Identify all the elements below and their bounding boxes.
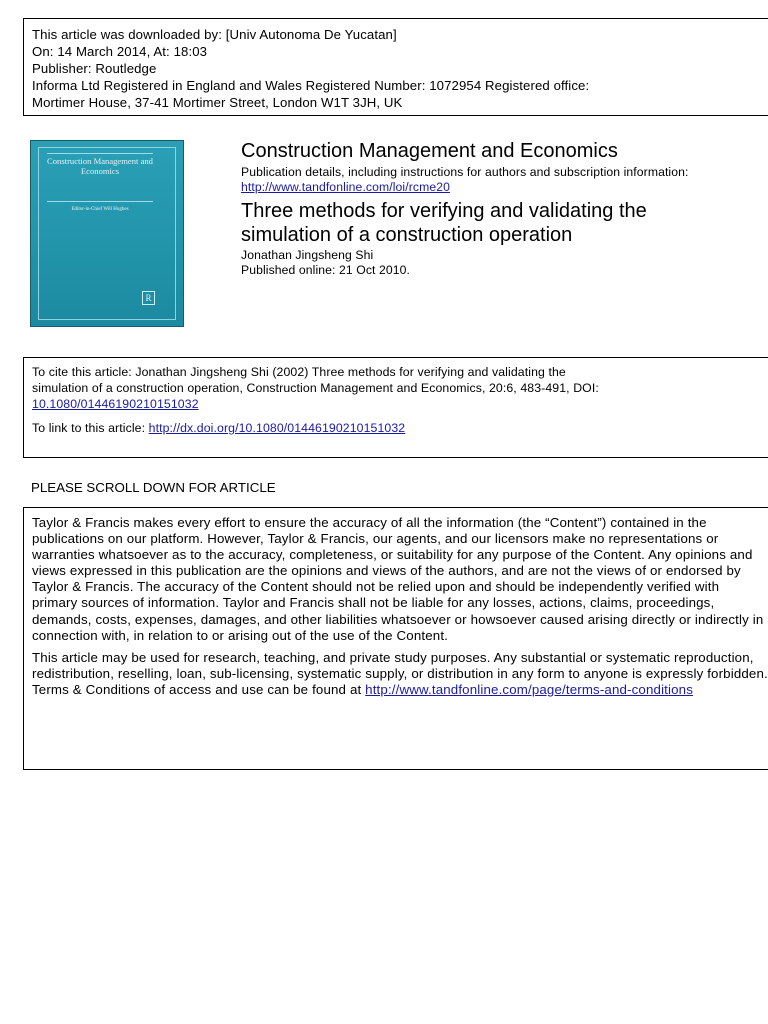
doi-link[interactable]: 10.1080/01446190210151032 — [32, 397, 199, 411]
link-label: To link to this article: — [32, 421, 149, 435]
download-date-line: On: 14 March 2014, At: 18:03 — [32, 44, 208, 59]
journal-cover-image — [30, 140, 184, 327]
cite-text-line2: simulation of a construction operation, Construction Management and Economics, 20:6, 483-491, DOI: — [32, 381, 599, 395]
publisher-line: Publisher: Routledge — [32, 61, 157, 76]
disclaimer-paragraph: Taylor & Francis makes every effort to ensure the accuracy of all the information (the “Content”) contained in the publications on our platform. However, Taylor & Francis, our agents, and our licensors make no representations or warranties whatsoever as to the accuracy, completeness, or suitability for any purpose of the Content. Any opinions and views expressed in this publication are the opinions and views of the authors, and are not the views of or endorsed by Taylor & Francis. The accuracy of the Content should not be relied upon and should be independently verified with primary sources of information. Taylor and Francis shall not be liable for any losses, actions, claims, proceedings, demands, costs, expenses, damages, and other liabilities whatsoever or howsoever caused arising directly or indirectly in connection with, in relation to or arising out of the use of the Content. — [32, 515, 764, 643]
usage-text: This article may be used for research, teaching, and private study purposes. Any substantial or systematic reproduction, redistribution, reselling, loan, sub-licensing, systematic supply, or distribution in any form to anyone is expressly forbidden. Terms & Conditions of access and use can be found at — [32, 649, 768, 697]
cover-rule — [47, 153, 153, 154]
article-title: Three methods for verifying and validating the simulation of a construction operation — [241, 200, 647, 246]
publication-details: Publication details, including instructions for authors and subscription information: — [241, 165, 689, 179]
cite-text: Jonathan Jingsheng Shi (2002) Three methods for verifying and validating the — [131, 365, 566, 379]
citation-box — [23, 357, 768, 458]
address-line: Mortimer House, 37-41 Mortimer Street, London W1T 3JH, UK — [32, 95, 403, 110]
journal-url-link[interactable]: http://www.tandfonline.com/loi/rcme20 — [241, 180, 450, 194]
cover-journal-title: Construction Management and Economics — [47, 156, 153, 176]
scroll-notice: PLEASE SCROLL DOWN FOR ARTICLE — [31, 480, 276, 495]
download-line: This article was downloaded by: [Univ Autonoma De Yucatan] — [32, 27, 397, 42]
article-author: Jonathan Jingsheng Shi — [241, 248, 374, 262]
publisher-logo-icon: R — [142, 291, 155, 305]
article-doi-url-link[interactable]: http://dx.doi.org/10.1080/01446190210151032 — [148, 421, 406, 435]
cite-label: To cite this article: — [32, 365, 132, 379]
usage-paragraph — [32, 650, 768, 698]
article-info — [241, 138, 741, 278]
registration-line: Informa Ltd Registered in England and Wales Registered Number: 1072954 Registered office: — [32, 78, 590, 93]
journal-title: Construction Management and Economics — [241, 140, 618, 162]
terms-conditions-link[interactable]: http://www.tandfonline.com/page/terms-and-conditions — [365, 681, 694, 697]
cover-editor-line: Editor-in-Chief Will Hughes — [71, 207, 129, 212]
publication-date: Published online: 21 Oct 2010. — [241, 263, 411, 277]
disclaimer-box — [23, 507, 768, 770]
download-info-box — [23, 18, 768, 116]
cover-rule — [47, 201, 153, 202]
